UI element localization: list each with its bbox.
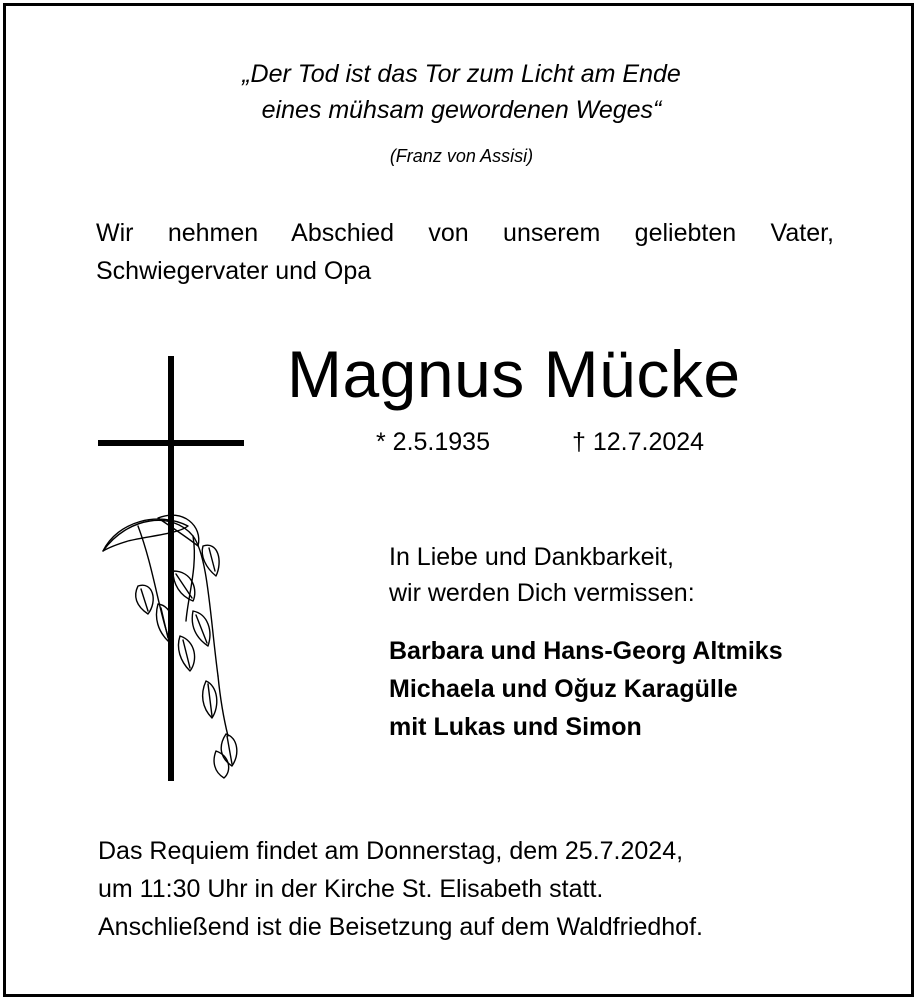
family-member: mit Lukas und Simon <box>389 713 642 741</box>
service-line-1: Das Requiem findet am Donnerstag, dem 25.7.2024, <box>98 837 684 865</box>
family-list <box>389 632 783 746</box>
service-info <box>98 832 703 946</box>
quote-author: (Franz von Assisi) <box>389 146 534 166</box>
dedication-line-1: In Liebe und Dankbarkeit, <box>389 543 674 571</box>
intro-line-1: Wir nehmen Abschied von unserem geliebten Vater, <box>96 219 834 247</box>
intro-text <box>96 214 834 290</box>
quote-line-1: „Der Tod ist das Tor zum Licht am Ende <box>242 60 681 88</box>
quote <box>6 56 917 128</box>
dedication <box>389 539 695 611</box>
quote-line-2: eines mühsam gewordenen Weges“ <box>261 96 662 124</box>
family-member: Michaela und Oğuz Karagülle <box>389 675 738 703</box>
cross-with-birch-branch-icon <box>98 356 258 796</box>
family-member: Barbara und Hans-Georg Altmiks <box>389 637 783 665</box>
birth-date: * 2.5.1935 <box>376 428 490 456</box>
service-line-3: Anschließend ist die Beisetzung auf dem Waldfriedhof. <box>98 913 703 941</box>
deceased-name: Magnus Mücke <box>287 337 741 411</box>
obituary-notice <box>3 3 914 997</box>
death-date: † 12.7.2024 <box>572 428 705 456</box>
intro-line-2: Schwiegervater und Opa <box>96 257 372 285</box>
service-line-2: um 11:30 Uhr in der Kirche St. Elisabeth statt. <box>98 875 604 903</box>
dedication-line-2: wir werden Dich vermissen: <box>389 579 695 607</box>
